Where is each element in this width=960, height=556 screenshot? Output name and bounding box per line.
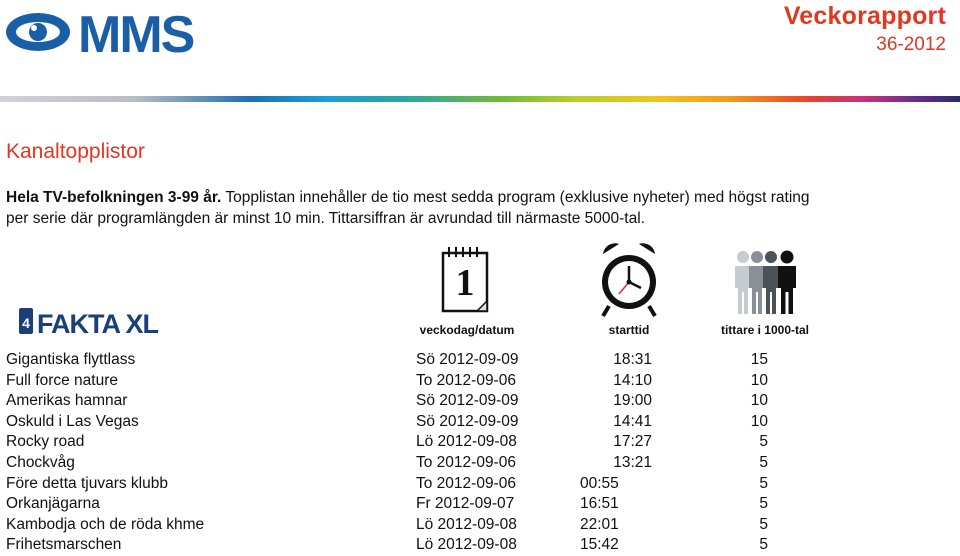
broadcast-date: To 2012-09-06 [416, 474, 516, 492]
color-divider [0, 96, 960, 102]
table-row [0, 412, 960, 433]
intro-text: Topplistan innehåller de tio mest sedda program (exklusive nyheter) med högst rating per serie där programlängden är minst 10 min. Tittarsiffran är avrundad till närmaste 5000-tal. [6, 189, 810, 227]
viewer-count: 10 [750, 412, 768, 430]
alarm-clock-icon [597, 240, 661, 318]
broadcast-date: Lö 2012-09-08 [416, 433, 517, 451]
viewer-count: 15 [750, 351, 768, 368]
broadcast-date: Sö 2012-09-09 [416, 392, 519, 410]
channel-logo [18, 304, 164, 338]
broadcast-date: Sö 2012-09-09 [416, 351, 519, 368]
calendar-icon [437, 245, 497, 319]
tv4-icon [19, 308, 33, 334]
viewer-count: 5 [759, 515, 768, 533]
viewer-count: 5 [759, 474, 768, 492]
program-title: Chockvåg [6, 453, 75, 471]
start-time: 16:51 [580, 495, 619, 513]
broadcast-date: Sö 2012-09-09 [416, 412, 519, 430]
program-title: Full force nature [6, 371, 118, 389]
table-row [0, 432, 960, 453]
column-header-date [408, 245, 526, 337]
calendar-day: 1 [455, 262, 475, 304]
report-title: Veckorapport [783, 2, 946, 30]
start-time: 15:42 [580, 536, 619, 554]
column-label-time: starttid [608, 323, 650, 337]
viewer-count: 5 [759, 433, 768, 451]
viewer-count: 10 [750, 392, 768, 410]
broadcast-date: To 2012-09-06 [416, 453, 516, 471]
table-row [0, 391, 960, 412]
viewer-count: 10 [750, 371, 768, 389]
start-time: 00:55 [580, 474, 619, 492]
program-title: Oskuld i Las Vegas [6, 412, 139, 430]
broadcast-date: To 2012-09-06 [416, 371, 516, 389]
start-time: 14:10 [613, 371, 652, 389]
column-label-date: veckodag/datum [419, 323, 515, 337]
broadcast-date: Fr 2012-09-07 [416, 495, 515, 513]
table-row [0, 515, 960, 536]
viewer-count: 5 [759, 495, 768, 513]
start-time: 14:41 [613, 412, 652, 430]
start-time: 19:00 [613, 392, 652, 410]
table-row [0, 453, 960, 474]
program-title: Rocky road [6, 433, 85, 451]
start-time: 13:21 [613, 453, 652, 471]
column-label-viewers: tittare i 1000-tal [720, 323, 810, 337]
program-title: Före detta tjuvars klubb [6, 474, 168, 492]
intro-bold: Hela TV-befolkningen 3-99 år. [6, 189, 222, 206]
start-time: 17:27 [613, 433, 652, 451]
report-week: 36-2012 [876, 34, 946, 55]
channel-logo-text: FAKTA XL [37, 309, 158, 338]
broadcast-date: Lö 2012-09-08 [416, 536, 517, 554]
people-icon [725, 248, 805, 318]
eye-icon [6, 13, 70, 51]
intro-paragraph [6, 187, 826, 229]
viewer-count: 5 [759, 536, 768, 554]
program-title: Gigantiska flyttlass [6, 351, 136, 368]
broadcast-date: Lö 2012-09-08 [416, 515, 517, 533]
column-header-viewers [710, 248, 820, 337]
table-row [0, 494, 960, 515]
table-row [0, 474, 960, 495]
table-row [0, 350, 960, 371]
mms-logo-text: MMS [78, 6, 194, 58]
section-title: Kanaltopplistor [6, 140, 145, 163]
viewer-count: 5 [759, 453, 768, 471]
start-time: 18:31 [613, 351, 652, 368]
table-row [0, 371, 960, 392]
table-row [0, 535, 960, 556]
program-title: Orkanjägarna [6, 495, 100, 513]
mms-logo [4, 4, 224, 58]
column-header-time [594, 240, 664, 337]
channel-logo-number: 4 [22, 315, 30, 331]
top-list-table [0, 350, 960, 556]
program-title: Amerikas hamnar [6, 392, 128, 410]
program-title: Frihetsmarschen [6, 536, 122, 554]
start-time: 22:01 [580, 515, 619, 533]
program-title: Kambodja och de röda khme [6, 515, 205, 533]
